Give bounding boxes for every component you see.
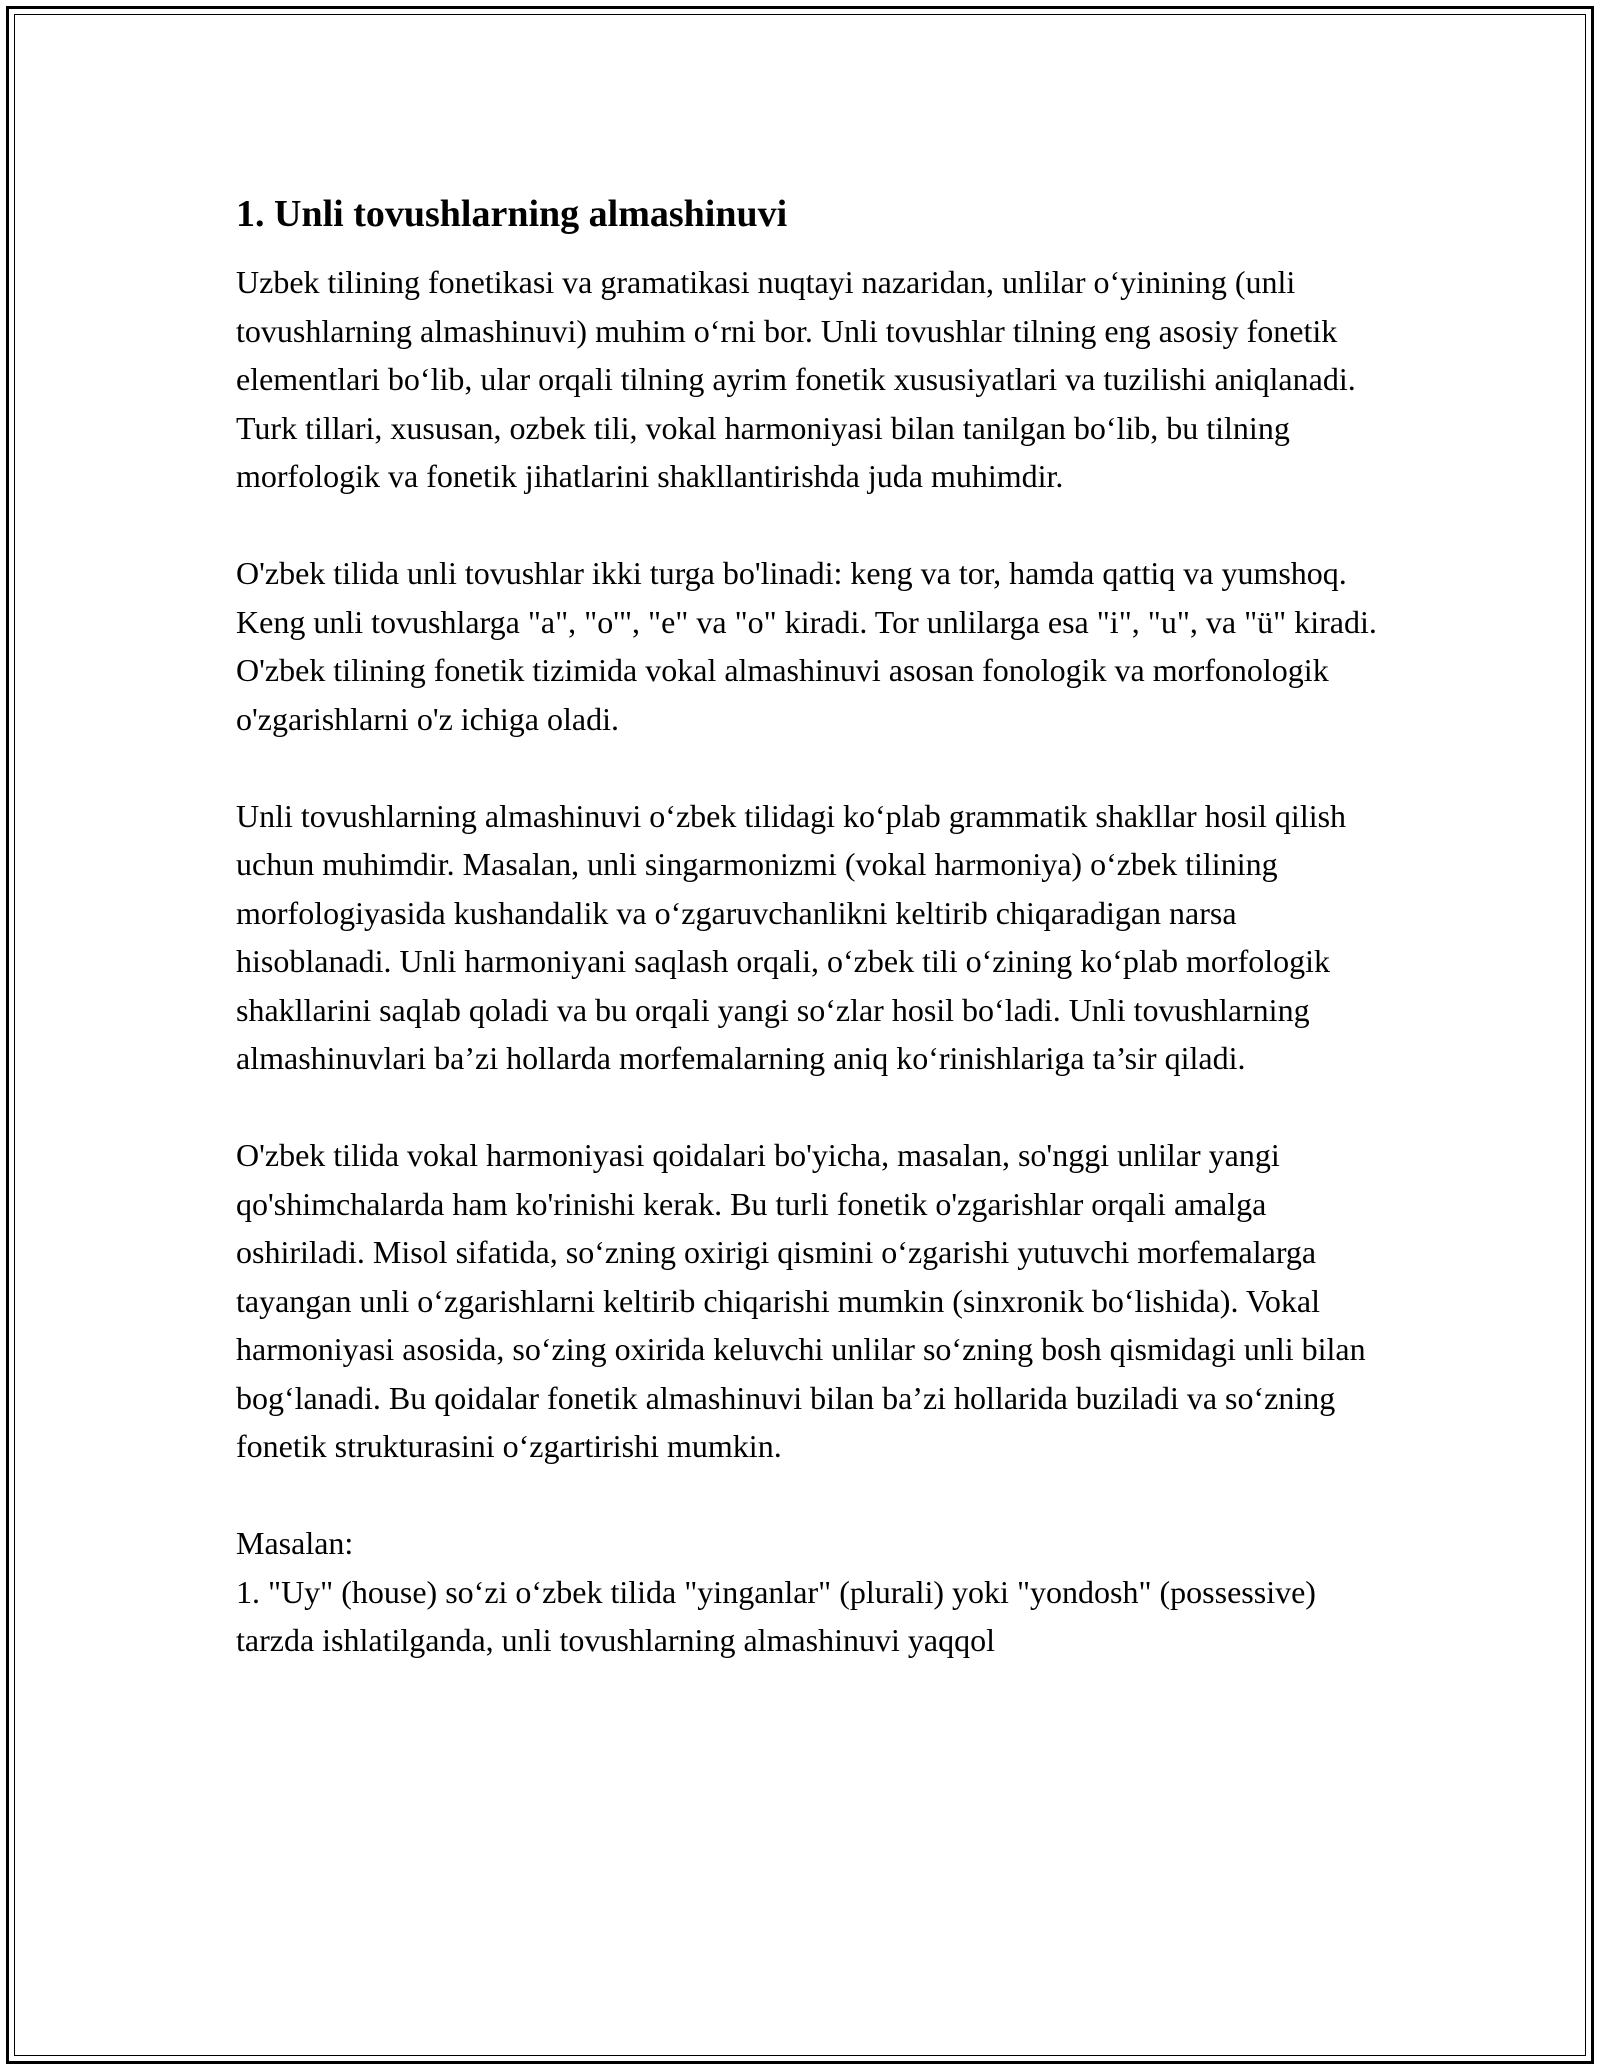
section-heading: 1. Unli tovushlarning almashinuvi — [236, 193, 788, 235]
example-label: Masalan: — [236, 1525, 354, 1561]
paragraph-vowel-types: O'zbek tilida unli tovushlar ikki turga bo'linadi: keng va tor, hamda qattiq va yumshoq. Keng unli tovushlarga "a", "o'", "e" va "o" kiradi. Tor unlilarga esa "i", "u", va "ü" kiradi. O'zbek tilining fonetik tizimida vokal almashinuvi asosan fonologik va morfonologik o'zgarishlarni o'z ichiga oladi. — [236, 555, 1377, 737]
example-item: 1. "Uy" (house) so‘zi o‘zbek tilida "yinganlar" (plurali) yoki "yondosh" (possessive) tarzda ishlatilganda, unli tovushlarning almashinuvi yaqqol — [236, 1573, 1316, 1658]
paragraph-vowel-harmony-rules: O'zbek tilida vokal harmoniyasi qoidalari bo'yicha, masalan, so'nggi unlilar yangi qo'shimchalarda ham ko'rinishi kerak. Bu turli fonetik o'zgarishlar orqali amalga oshiriladi. Misol sifatida, so‘zning oxirigi qismini o‘zgarishi yutuvchi morfemalarga tayangan unli o‘zgarishlarni keltirib chiqarishi mumkin (sinxronik bo‘lishida). Vokal harmoniyasi asosida, so‘zing oxirida keluvchi unlilar so‘zning bosh qismidagi unli bilan bog‘lanadi. Bu qoidalar fonetik almashinuvi bilan ba’zi hollarida buziladi va so‘zning fonetik strukturasini o‘zgartirishi mumkin. — [236, 1137, 1366, 1464]
paragraph-grammatical-forms: Unli tovushlarning almashinuvi o‘zbek tilidagi ko‘plab grammatik shakllar hosil qilish uchun muhimdir. Masalan, unli singarmonizmi (vokal harmoniya) o‘zbek tilining morfologiyasida kushandalik va o‘zgaruvchanlikni keltirib chiqaradigan narsa hisoblanadi. Unli harmoniyani saqlash orqali, o‘zbek tili o‘zining ko‘plab morfologik shakllarini saqlab qoladi va bu orqali yangi so‘zlar hosil bo‘ladi. Unli tovushlarning almashinuvlari ba’zi hollarda morfemalarning aniq ko‘rinishlariga ta’sir qiladi. — [236, 797, 1347, 1076]
document-body — [236, 188, 1386, 1665]
paragraph-intro: Uzbek tilining fonetikasi va gramatikasi nuqtayi nazaridan, unlilar o‘yinining (unli tovushlarning almashinuvi) muhim o‘rni bor. Unli tovushlar tilning eng asosiy fonetik elementlari bo‘lib, ular orqali tilning ayrim fonetik xususiyatlari va tuzilishi aniqlanadi. Turk tillari, xususan, ozbek tili, vokal harmoniyasi bilan tanilgan bo‘lib, bu tilning morfologik va fonetik jihatlarini shakllantirishda juda muhimdir. — [236, 264, 1356, 494]
